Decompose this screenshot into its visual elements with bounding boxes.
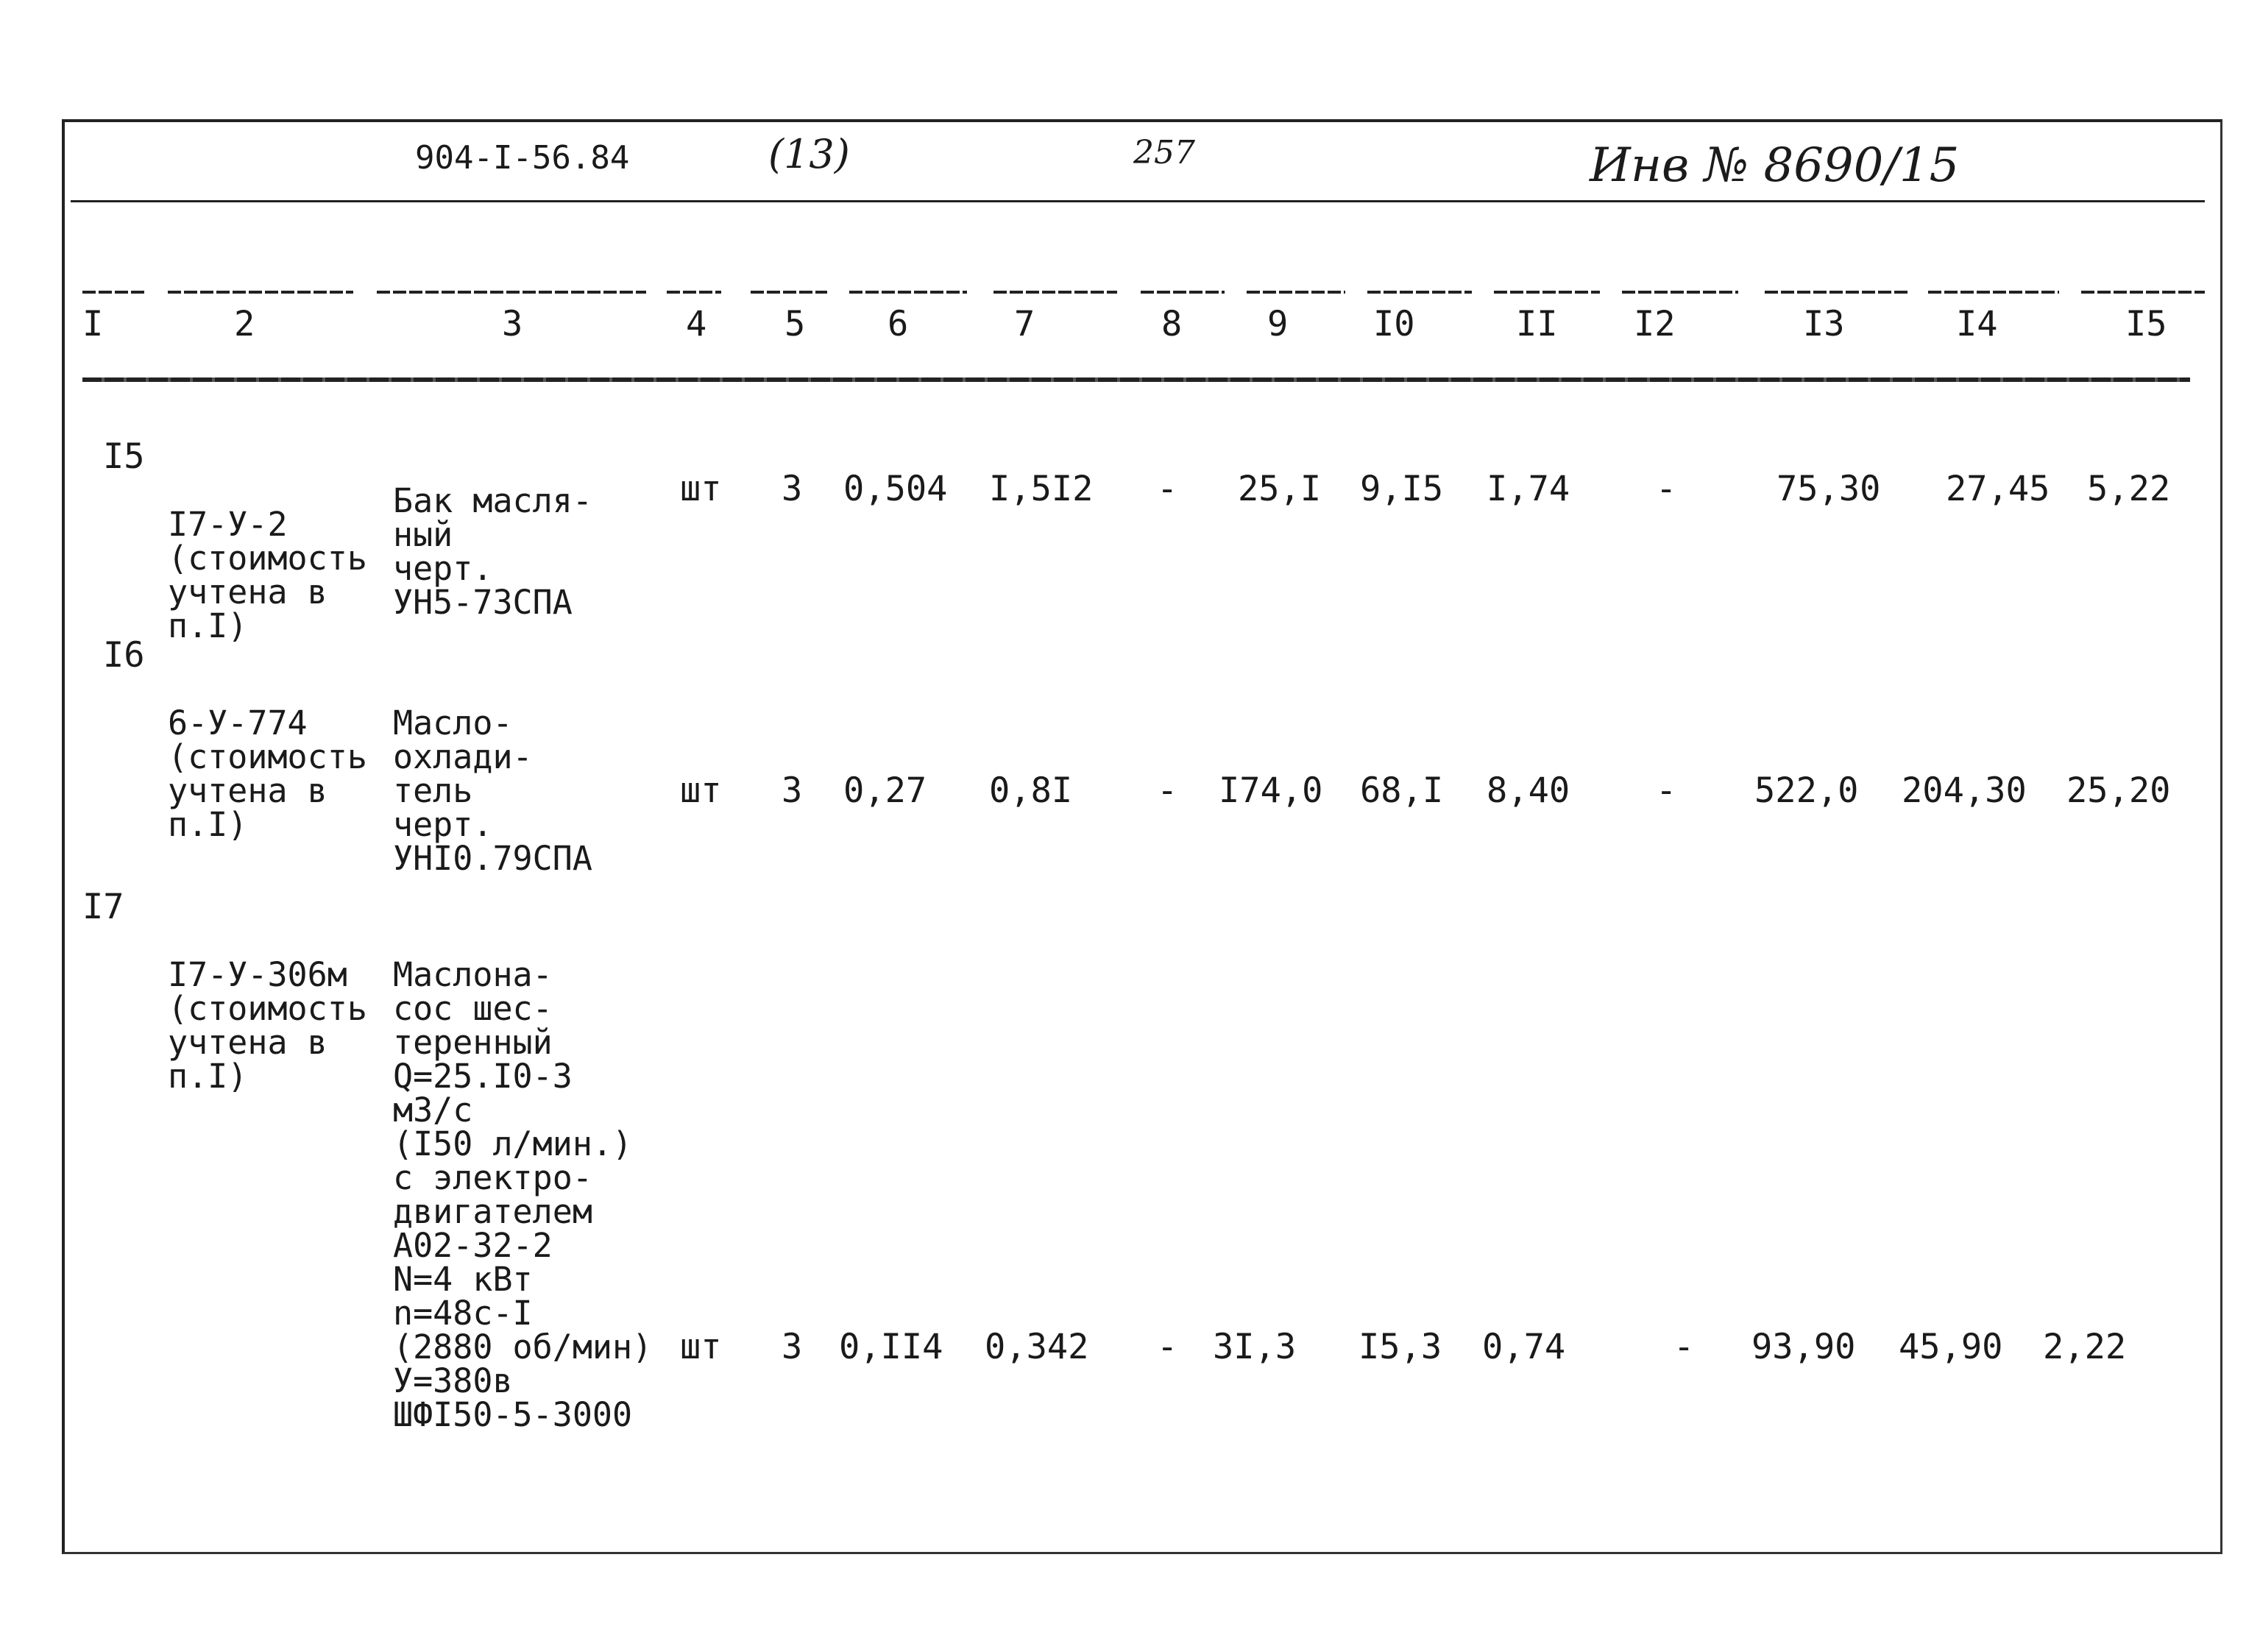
cell-c10: 68,I [1360,770,1444,811]
cell-c8: - [1157,469,1178,509]
cell-c15: 25,20 [2066,770,2171,811]
col-dash [2081,291,2205,294]
cell-c12: - [1656,770,1677,811]
column-header: 4 [686,304,707,344]
col-dash [751,291,827,294]
cell-qty: 3 [782,1327,803,1367]
col-dash [993,291,1117,294]
row-description: Бак масля- ный черт. УН5-73СПА [393,481,592,622]
cell-c9: 3I,3 [1213,1327,1297,1367]
cell-c13: 522,0 [1754,770,1859,811]
col-dash [1247,291,1345,294]
cell-qty: 3 [782,469,803,509]
cell-c6: 0,504 [843,469,948,509]
cell-c6: 0,27 [843,770,927,811]
cell-c15: 2,22 [2043,1327,2127,1367]
col-dash [667,291,721,294]
cell-c15: 5,22 [2087,469,2171,509]
row-description: Масло- охлади- тель черт. УНI0.79СПА [393,703,592,878]
column-header: 5 [784,304,806,344]
cell-c12: - [1673,1327,1695,1367]
column-header: I2 [1634,304,1676,344]
cell-qty: 3 [782,770,803,811]
col-dash [1622,291,1738,294]
col-dash [82,291,144,294]
row-number: I6 [103,635,145,676]
cell-c13: 93,90 [1751,1327,1856,1367]
col-dash [849,291,967,294]
header-rule [71,200,2205,202]
cell-c7: 0,342 [985,1327,1089,1367]
column-header: 9 [1267,304,1289,344]
column-header: 3 [502,304,523,344]
col-dash [1494,291,1600,294]
column-header: I3 [1803,304,1845,344]
column-header: I4 [1956,304,1998,344]
cell-unit: шт [680,770,722,811]
column-header: 2 [234,304,255,344]
row-code: 6-У-774 (стоимость учтена в п.I) [168,703,367,844]
cell-c14: 204,30 [1902,770,2027,811]
col-dash [1928,291,2059,294]
cell-unit: шт [680,469,722,509]
cell-c9: 25,I [1238,469,1322,509]
cell-c9: I74,0 [1219,770,1323,811]
column-header: I [82,304,104,344]
cell-c14: 45,90 [1899,1327,2003,1367]
sheet-number: (13) [768,131,850,177]
col-dash [168,291,353,294]
cell-c11: I,74 [1487,469,1570,509]
cell-c8: - [1157,770,1178,811]
row-code: I7-У-2 (стоимость учтена в п.I) [168,505,367,645]
col-dash [377,291,646,294]
row-description: Маслона- сос шес- теренный Q=25.I0-3 м3/с (I50 л/мин.) с электро- двигателем А02-32-2 N=4 кВт n=48с-I (2880 об/мин) У=380в ШФI50-5-3000 [393,955,653,1434]
page-number: 257 [1133,134,1195,171]
cell-c12: - [1656,469,1677,509]
row-code: I7-У-306м (стоимость учтена в п.I) [168,955,367,1096]
cell-unit: шт [680,1327,722,1367]
column-header: 6 [888,304,909,344]
column-header: 7 [1014,304,1035,344]
cell-c11: 8,40 [1487,770,1570,811]
column-header: I0 [1373,304,1415,344]
col-dash [1367,291,1472,294]
cell-c7: 0,8I [989,770,1073,811]
inventory-number: Инв № 8690/15 [1590,138,1960,193]
cell-c6: 0,II4 [839,1327,943,1367]
cell-c14: 27,45 [1946,469,2050,509]
cell-c10: 9,I5 [1360,469,1444,509]
cell-c10: I5,3 [1359,1327,1442,1367]
header-double-rule [82,377,2190,382]
column-header: II [1516,304,1558,344]
row-number: I5 [103,436,145,477]
cell-c8: - [1157,1327,1178,1367]
column-header: 8 [1161,304,1183,344]
cell-c13: 75,30 [1777,469,1881,509]
cell-c11: 0,74 [1482,1327,1566,1367]
col-dash [1141,291,1225,294]
document-code: 904-I-56.84 [415,139,630,177]
row-number: I7 [82,887,124,927]
col-dash [1765,291,1909,294]
cell-c7: I,5I2 [989,469,1094,509]
column-header: I5 [2125,304,2167,344]
